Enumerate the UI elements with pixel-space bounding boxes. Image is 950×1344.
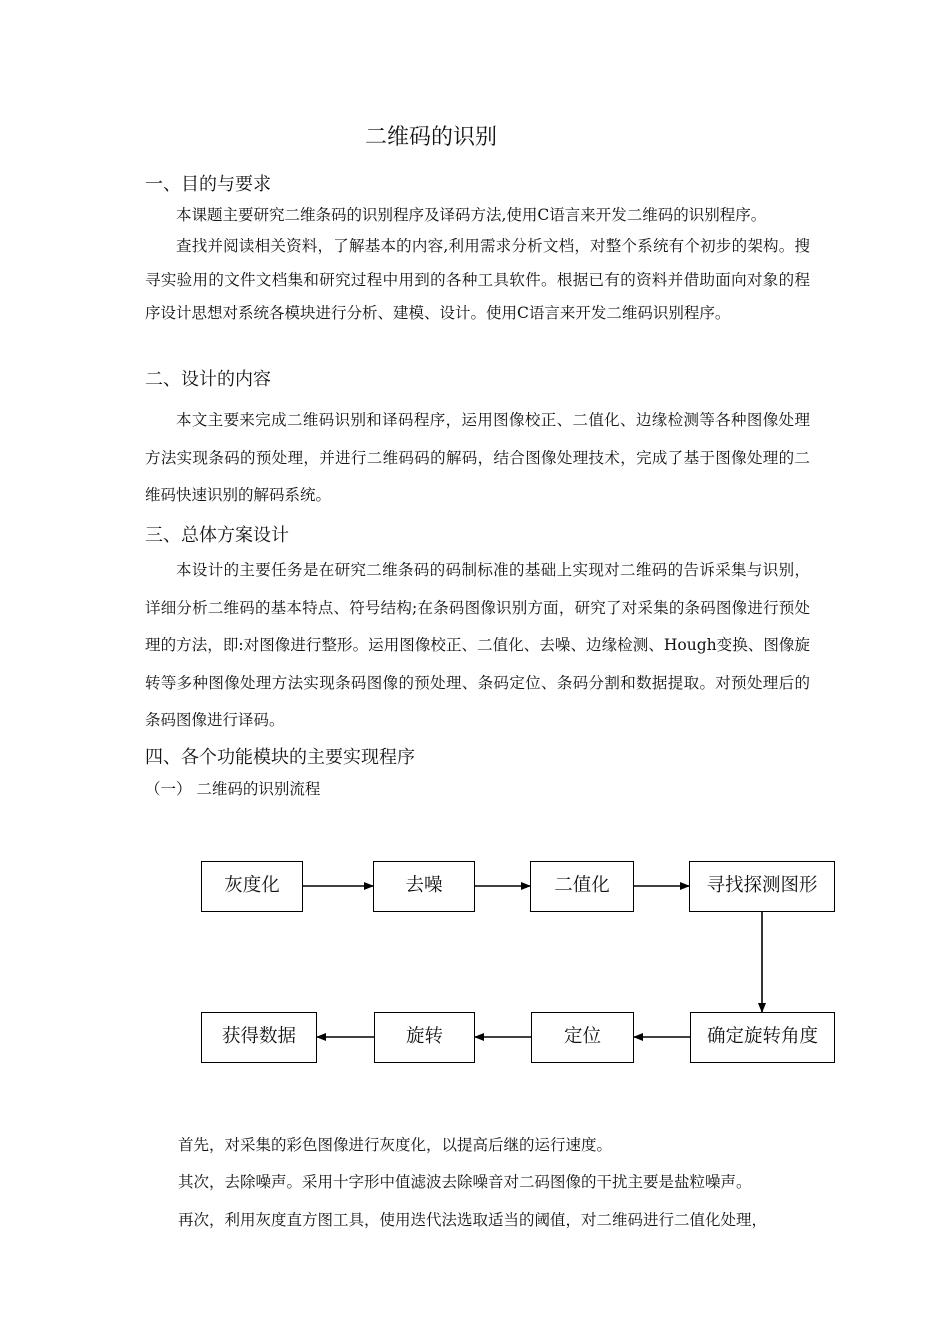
section-heading-1: 一、目的与要求	[145, 174, 271, 195]
tail-line-1: 首先，对采集的彩色图像进行灰度化，以提高后继的运行速度。	[178, 1136, 613, 1154]
paragraph-3-1: 本设计的主要任务是在研究二维条码的码制标准的基础上实现对二维码的告诉采集与识别，详细分析二维码的基本特点、符号结构;在条码图像识别方面，研究了对采集的条码图像进行预处理的方法，即:对图像进行整形。运用图像校正、二值化、去噪、边缘检测、Hough变换、图像旋转等多种图像处理方法实现条码图像的预处理、条码定位、条码分割和数据提取。对预处理后的条码图像进行译码。	[145, 561, 810, 729]
paragraph-1-1: 本课题主要研究二维条码的识别程序及译码方法,使用C语言来开发二维码的识别程序。	[176, 206, 767, 224]
flow-box-find-pattern: 寻找探测图形	[689, 861, 835, 912]
flow-box-rotate: 旋转	[374, 1012, 475, 1063]
subsection-heading: （一） 二维码的识别流程	[145, 780, 321, 798]
paragraph-2-1: 本文主要来完成二维码识别和译码程序，运用图像校正、二值化、边缘检测等各种图像处理方法实现条码的预处理，并进行二维码码的解码，结合图像处理技术，完成了基于图像处理的二维码快速识别的解码系统。	[145, 411, 810, 504]
section-heading-2: 二、设计的内容	[145, 369, 271, 390]
flow-box-denoise: 去噪	[373, 861, 475, 912]
tail-line-2: 其次，去除噪声。采用十字形中值滤波去除噪音对二码图像的干扰主要是盐粒噪声。	[178, 1173, 752, 1191]
flow-box-grayscale: 灰度化	[201, 861, 303, 912]
flow-box-angle: 确定旋转角度	[690, 1012, 835, 1063]
paragraph-1-2: 查找并阅读相关资料，了解基本的内容,利用需求分析文档，对整个系统有个初步的架构。搜寻实验用的文件文档集和研究过程中用到的各种工具软件。根据已有的资料并借助面向对象的程序设计思想对系统各模块进行分析、建模、设计。使用C语言来开发二维码识别程序。	[145, 237, 810, 322]
flow-box-binarize: 二值化	[530, 861, 634, 912]
flow-box-locate: 定位	[531, 1012, 634, 1063]
flow-box-get-data: 获得数据	[201, 1012, 317, 1063]
section-heading-4: 四、各个功能模块的主要实现程序	[145, 747, 415, 768]
tail-line-3: 再次，利用灰度直方图工具，使用迭代法选取适当的阈值，对二维码进行二值化处理，	[178, 1211, 768, 1229]
page-title: 二维码的识别	[364, 125, 497, 150]
section-heading-3: 三、总体方案设计	[145, 525, 289, 546]
